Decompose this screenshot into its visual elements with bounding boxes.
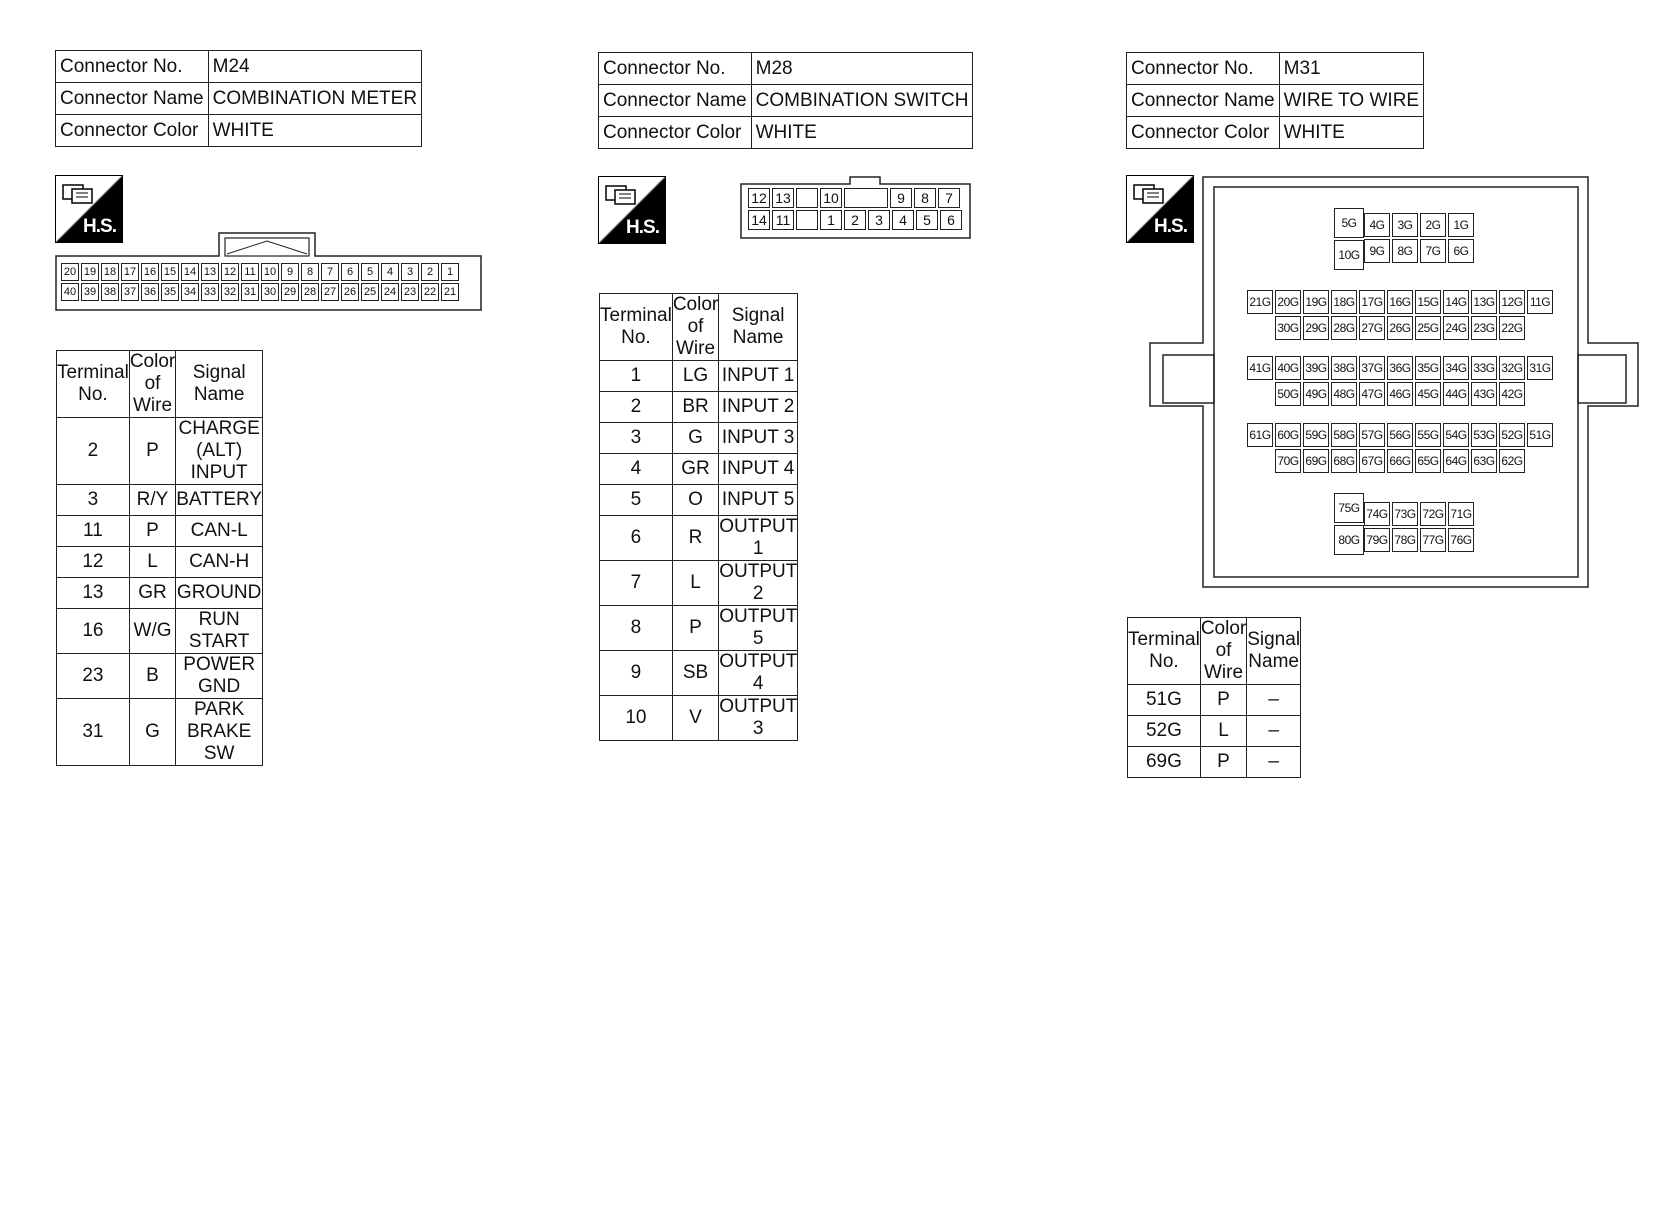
pin-cell: 75G [1334, 493, 1364, 523]
pin-row [748, 188, 962, 208]
connector-info-table [55, 50, 422, 147]
terminal-no-cell: 3 [600, 423, 673, 454]
pin-cell: 62G [1499, 449, 1525, 473]
pin-row [748, 210, 962, 230]
pin-cell: 67G [1359, 449, 1385, 473]
pin-cell: 34G [1443, 356, 1469, 380]
connector-color-row [599, 117, 973, 149]
signal-name-cell: CAN-H [176, 547, 263, 578]
pin-cell: 36G [1387, 356, 1413, 380]
pin-row [1247, 356, 1553, 380]
pin-row [61, 263, 459, 281]
pin-cell: 22G [1499, 316, 1525, 340]
signal-name-cell: GROUND [176, 578, 263, 609]
pin-cell: 30G [1275, 316, 1301, 340]
pin-cell: 71G [1448, 502, 1474, 526]
pin-row [1364, 528, 1474, 552]
pin-cell: 42G [1499, 382, 1525, 406]
table-row [57, 485, 263, 516]
value: M24 [208, 51, 421, 83]
pin-cell: 3G [1392, 213, 1418, 237]
terminal-no-cell: 9 [600, 651, 673, 696]
terminal-no-cell: 2 [57, 418, 130, 485]
label: Connector Color [599, 117, 752, 149]
wire-color-cell: O [672, 485, 718, 516]
signal-name-header: Signal Name [176, 351, 263, 418]
table-row [57, 699, 263, 766]
wire-color-cell: L [129, 547, 175, 578]
terminal-rows [600, 361, 798, 741]
terminal-no-cell: 51G [1128, 685, 1201, 716]
pin-cell: 22 [421, 283, 439, 301]
pin-cell: 26 [341, 283, 359, 301]
connector-plug-icon [605, 182, 637, 206]
pin-cell: 56G [1387, 423, 1413, 447]
signal-name-cell: BATTERY [176, 485, 263, 516]
pin-cell: 2 [844, 210, 866, 230]
pin-cell: 13 [201, 263, 219, 281]
pin-cell: 63G [1471, 449, 1497, 473]
pin-cell: 2 [421, 263, 439, 281]
signal-name-cell: – [1247, 747, 1301, 778]
pin-cell: 3 [868, 210, 890, 230]
pin-cell: 19 [81, 263, 99, 281]
pin-cell: 15 [161, 263, 179, 281]
pin-cell: 65G [1415, 449, 1441, 473]
pin-cell: 57G [1359, 423, 1385, 447]
terminal-table [599, 293, 798, 741]
value: M28 [751, 53, 973, 85]
terminal-rows [1128, 685, 1301, 778]
signal-name-header: Signal Name [1247, 618, 1301, 685]
pin-cell: 64G [1443, 449, 1469, 473]
pin-row [1364, 213, 1474, 237]
pin-cell: 8 [301, 263, 319, 281]
pin-cell: 5G [1334, 208, 1364, 238]
pin-cell: 37G [1359, 356, 1385, 380]
connector-plug-icon [62, 181, 94, 205]
pin-cell: 69G [1303, 449, 1329, 473]
terminal-no-cell: 5 [600, 485, 673, 516]
big-pin-block-bottom [1334, 493, 1364, 555]
signal-name-cell: – [1247, 716, 1301, 747]
value: WHITE [208, 115, 421, 147]
signal-name-cell: INPUT 3 [719, 423, 798, 454]
signal-name-cell: POWER GND [176, 654, 263, 699]
pin-row [1275, 316, 1553, 340]
pin-cell: 16 [141, 263, 159, 281]
wire-color-cell: P [672, 606, 718, 651]
wire-color-cell: GR [129, 578, 175, 609]
pin-cell: 60G [1275, 423, 1301, 447]
terminal-no-cell: 6 [600, 516, 673, 561]
pin-cell: 39G [1303, 356, 1329, 380]
terminal-no-cell: 31 [57, 699, 130, 766]
terminal-no-cell: 3 [57, 485, 130, 516]
pin-cell: 37 [121, 283, 139, 301]
pin-cell: 21G [1247, 290, 1273, 314]
pin-cell: 5 [916, 210, 938, 230]
pin-cell: 25G [1415, 316, 1441, 340]
pin-cell: 31G [1527, 356, 1553, 380]
pin-cell: 38G [1331, 356, 1357, 380]
signal-name-cell: CHARGE (ALT) INPUT [176, 418, 263, 485]
pin-cell: 26G [1387, 316, 1413, 340]
hs-label: H.S. [1154, 216, 1187, 237]
pin-cell: 4 [381, 263, 399, 281]
hs-label: H.S. [83, 216, 116, 237]
pin-cell: 10 [820, 188, 842, 208]
table-row [57, 547, 263, 578]
pin-cell: 32 [221, 283, 239, 301]
table-row [57, 609, 263, 654]
pin-cell: 55G [1415, 423, 1441, 447]
pin-cell: 21 [441, 283, 459, 301]
connector-no-row [599, 53, 973, 85]
pin-cell: 13G [1471, 290, 1497, 314]
pin-cell: 44G [1443, 382, 1469, 406]
pin-cell: 78G [1392, 528, 1418, 552]
pin-block-row-1 [1247, 290, 1553, 340]
pin-cell: 9 [890, 188, 912, 208]
pin-cell: 14 [181, 263, 199, 281]
value: WHITE [751, 117, 973, 149]
table-row [57, 578, 263, 609]
pin-row [1247, 290, 1553, 314]
pin-row [1247, 423, 1553, 447]
pin-block-top [1364, 213, 1474, 263]
pin-cell: 12 [221, 263, 239, 281]
pin-cell: 35G [1415, 356, 1441, 380]
signal-name-cell: – [1247, 685, 1301, 716]
pin-cell: 27G [1359, 316, 1385, 340]
wire-color-cell: R [672, 516, 718, 561]
pin-cell: 19G [1303, 290, 1329, 314]
harness-side-icon [598, 176, 666, 244]
table-row [600, 423, 798, 454]
terminal-no-header: Terminal No. [1128, 618, 1201, 685]
pin-cell: 40G [1275, 356, 1301, 380]
wire-color-cell: BR [672, 392, 718, 423]
pin-cell: 2G [1420, 213, 1446, 237]
wire-color-cell: L [1200, 716, 1246, 747]
pin-cell: 73G [1392, 502, 1418, 526]
pin-block-row-2 [1247, 356, 1553, 406]
pin-cell: 79G [1364, 528, 1390, 552]
pin-cell: 58G [1331, 423, 1357, 447]
label: Connector Name [56, 83, 209, 115]
pin-cell: 17 [121, 263, 139, 281]
pin-cell: 4G [1364, 213, 1390, 237]
pin-cell: 3 [401, 263, 419, 281]
signal-name-cell: INPUT 5 [719, 485, 798, 516]
signal-name-cell: OUTPUT 3 [719, 696, 798, 739]
wire-color-cell: P [129, 516, 175, 547]
connector-m24-pin-grid [61, 263, 459, 301]
pin-cell: 35 [161, 283, 179, 301]
pin-cell: 41G [1247, 356, 1273, 380]
pin-cell: 32G [1499, 356, 1525, 380]
pin-cell: 59G [1303, 423, 1329, 447]
pin-row [1364, 502, 1474, 526]
terminal-table [56, 350, 263, 766]
table-row [600, 454, 798, 485]
label: Connector Name [599, 85, 752, 117]
pin-cell: 11 [772, 210, 794, 230]
blank-pin-cell [796, 210, 818, 230]
signal-name-cell: OUTPUT 4 [719, 651, 798, 694]
pin-cell: 29G [1303, 316, 1329, 340]
terminal-no-cell: 52G [1128, 716, 1201, 747]
connector-name-row [56, 83, 422, 115]
value: WHITE [1279, 117, 1423, 149]
label: Connector No. [56, 51, 209, 83]
pin-cell: 76G [1448, 528, 1474, 552]
terminal-no-cell: 11 [57, 516, 130, 547]
wire-color-cell: P [1200, 747, 1246, 778]
connector-color-row [56, 115, 422, 147]
table-row [1128, 716, 1301, 747]
pin-cell: 33G [1471, 356, 1497, 380]
pin-cell: 68G [1331, 449, 1357, 473]
hs-label: H.S. [626, 217, 659, 238]
wire-color-cell: L [672, 561, 718, 606]
connector-no-row [56, 51, 422, 83]
signal-name-cell: OUTPUT 1 [719, 516, 798, 559]
pin-cell: 16G [1387, 290, 1413, 314]
label: Connector Name [1127, 85, 1280, 117]
wire-color-cell: P [1200, 685, 1246, 716]
connector-name-row [1127, 85, 1424, 117]
pin-row [61, 283, 459, 301]
pin-cell: 4 [892, 210, 914, 230]
pin-cell: 14G [1443, 290, 1469, 314]
table-row [57, 654, 263, 699]
connector-name-row [599, 85, 973, 117]
pin-cell: 66G [1387, 449, 1413, 473]
signal-name-cell: INPUT 4 [719, 454, 798, 485]
pin-cell: 46G [1387, 382, 1413, 406]
pin-cell: 23G [1471, 316, 1497, 340]
signal-name-cell: INPUT 2 [719, 392, 798, 423]
table-row [600, 485, 798, 516]
pin-cell: 8G [1392, 239, 1418, 263]
pin-cell: 30 [261, 283, 279, 301]
value: COMBINATION SWITCH [751, 85, 973, 117]
pin-cell: 74G [1364, 502, 1390, 526]
table-row [600, 651, 798, 696]
connector-info-table [1126, 52, 1424, 149]
pin-cell: 28 [301, 283, 319, 301]
label: Connector No. [599, 53, 752, 85]
pin-cell: 31 [241, 283, 259, 301]
pin-cell: 47G [1359, 382, 1385, 406]
wire-color-header: Color of Wire [129, 351, 176, 416]
pin-cell: 20 [61, 263, 79, 281]
pin-cell: 61G [1247, 423, 1273, 447]
terminal-no-cell: 12 [57, 547, 130, 578]
pin-cell: 7 [321, 263, 339, 281]
wire-color-cell: W/G [129, 609, 175, 654]
connector-info-table [598, 52, 973, 149]
pin-cell: 36 [141, 283, 159, 301]
pin-cell: 9G [1364, 239, 1390, 263]
terminal-no-cell: 4 [600, 454, 673, 485]
pin-cell: 1G [1448, 213, 1474, 237]
label: Connector No. [1127, 53, 1280, 85]
pin-cell: 13 [772, 188, 794, 208]
terminal-table [1127, 617, 1301, 778]
wire-color-cell: GR [672, 454, 718, 485]
pin-cell: 50G [1275, 382, 1301, 406]
pin-cell: 54G [1443, 423, 1469, 447]
table-row [57, 418, 263, 485]
pin-cell: 70G [1275, 449, 1301, 473]
value: COMBINATION METER [208, 83, 421, 115]
terminal-no-cell: 8 [600, 606, 673, 651]
signal-name-cell: INPUT 1 [719, 361, 798, 392]
pin-cell: 27 [321, 283, 339, 301]
pin-cell: 1 [820, 210, 842, 230]
pin-cell: 24 [381, 283, 399, 301]
signal-name-header: Signal Name [719, 294, 798, 361]
pin-cell: 23 [401, 283, 419, 301]
pin-cell: 12 [748, 188, 770, 208]
table-row [600, 696, 798, 741]
terminal-no-cell: 7 [600, 561, 673, 606]
pin-cell: 24G [1443, 316, 1469, 340]
terminal-no-cell: 69G [1128, 747, 1201, 778]
wire-color-cell: G [129, 699, 175, 766]
pin-cell: 53G [1471, 423, 1497, 447]
pin-cell: 28G [1331, 316, 1357, 340]
table-row [600, 561, 798, 606]
pin-cell: 10 [261, 263, 279, 281]
pin-cell: 12G [1499, 290, 1525, 314]
blank-pin-cell [844, 188, 888, 208]
terminal-no-cell: 2 [600, 392, 673, 423]
pin-cell: 43G [1471, 382, 1497, 406]
wire-color-header: Color of Wire [1200, 618, 1247, 683]
pin-cell: 6 [341, 263, 359, 281]
pin-cell: 17G [1359, 290, 1385, 314]
pin-cell: 40 [61, 283, 79, 301]
header-row [600, 294, 798, 361]
connector-m28-pin-grid [748, 188, 962, 230]
terminal-no-header: Terminal No. [57, 351, 130, 418]
table-row [600, 516, 798, 561]
pin-cell: 25 [361, 283, 379, 301]
terminal-no-cell: 1 [600, 361, 673, 392]
terminal-no-cell: 16 [57, 609, 130, 654]
table-row [1128, 685, 1301, 716]
pin-cell: 5 [361, 263, 379, 281]
terminal-no-cell: 10 [600, 696, 673, 741]
wire-color-cell: R/Y [129, 485, 175, 516]
pin-cell: 6G [1448, 239, 1474, 263]
pin-row [1275, 449, 1553, 473]
pin-cell: 29 [281, 283, 299, 301]
signal-name-cell: PARK BRAKE SW [176, 699, 263, 766]
value: M31 [1279, 53, 1423, 85]
pin-cell: 7G [1420, 239, 1446, 263]
pin-cell: 1 [441, 263, 459, 281]
table-row [600, 392, 798, 423]
terminal-rows [57, 418, 263, 766]
pin-cell: 34 [181, 283, 199, 301]
pin-cell: 11G [1527, 290, 1553, 314]
signal-name-cell: RUN START [176, 609, 263, 654]
blank-pin-cell [796, 188, 818, 208]
pin-cell: 33 [201, 283, 219, 301]
pin-row [1275, 382, 1553, 406]
connector-no-row [1127, 53, 1424, 85]
terminal-no-header: Terminal No. [600, 294, 673, 361]
pin-cell: 15G [1415, 290, 1441, 314]
wire-color-cell: V [672, 696, 718, 741]
header-row [57, 351, 263, 418]
terminal-no-cell: 23 [57, 654, 130, 699]
wire-color-header: Color of Wire [672, 294, 719, 359]
connector-color-row [1127, 117, 1424, 149]
pin-cell: 14 [748, 210, 770, 230]
wire-color-cell: LG [672, 361, 718, 392]
signal-name-cell: CAN-L [176, 516, 263, 547]
pin-cell: 18G [1331, 290, 1357, 314]
pin-block-row-3 [1247, 423, 1553, 473]
pin-cell: 52G [1499, 423, 1525, 447]
pin-cell: 10G [1334, 240, 1364, 270]
pin-cell: 20G [1275, 290, 1301, 314]
pin-cell: 48G [1331, 382, 1357, 406]
pin-cell: 51G [1527, 423, 1553, 447]
signal-name-cell: OUTPUT 5 [719, 606, 798, 649]
header-row [1128, 618, 1301, 685]
pin-cell: 18 [101, 263, 119, 281]
pin-cell: 9 [281, 263, 299, 281]
pin-cell: 39 [81, 283, 99, 301]
pin-block-bottom [1364, 502, 1474, 552]
pin-cell: 80G [1334, 525, 1364, 555]
table-row [1128, 747, 1301, 778]
pin-cell: 49G [1303, 382, 1329, 406]
pin-cell: 45G [1415, 382, 1441, 406]
pin-cell: 72G [1420, 502, 1446, 526]
big-pin-block-top [1334, 208, 1364, 270]
signal-name-cell: OUTPUT 2 [719, 561, 798, 604]
label: Connector Color [1127, 117, 1280, 149]
value: WIRE TO WIRE [1279, 85, 1423, 117]
label: Connector Color [56, 115, 209, 147]
pin-cell: 6 [940, 210, 962, 230]
pin-cell: 8 [914, 188, 936, 208]
wire-color-cell: B [129, 654, 175, 699]
pin-cell: 77G [1420, 528, 1446, 552]
wire-color-cell: G [672, 423, 718, 454]
table-row [600, 361, 798, 392]
pin-cell: 11 [241, 263, 259, 281]
table-row [600, 606, 798, 651]
wire-color-cell: P [129, 418, 175, 485]
terminal-no-cell: 13 [57, 578, 130, 609]
table-row [57, 516, 263, 547]
pin-cell: 7 [938, 188, 960, 208]
wire-color-cell: SB [672, 651, 718, 696]
pin-row [1364, 239, 1474, 263]
pin-cell: 38 [101, 283, 119, 301]
